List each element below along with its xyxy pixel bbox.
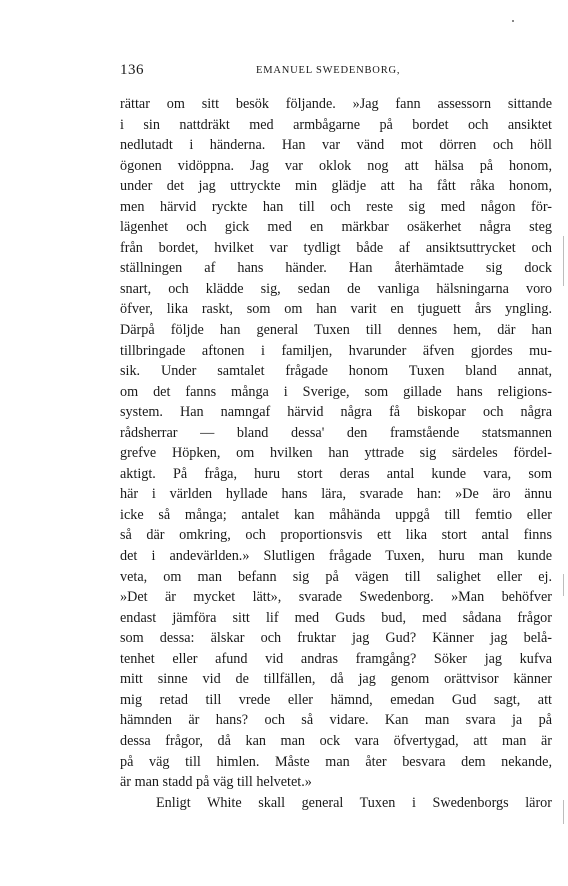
text-line: lägenhet och gick med en märkbar osäkerhet några steg	[120, 219, 552, 236]
text-line: det i andevärlden.» Slutligen frågade Tuxen, huru man kunde	[120, 548, 552, 565]
text-line: veta, om man befann sig på vägen till salighet eller ej.	[120, 568, 552, 585]
running-head: EMANUEL SWEDENBORG,	[256, 65, 401, 76]
text-line: i sin nattdräkt med armbågarne på bordet och ansiktet	[120, 116, 552, 133]
text-line: system. Han namngaf härvid några få biskopar och några	[120, 404, 552, 421]
text-line: Därpå följde han general Tuxen till dennes hem, där han	[120, 322, 552, 339]
text-line: mitt sinne vid de tillfällen, då jag genom orättvisor känner	[120, 671, 552, 688]
text-line: endast jämföra sitt lif med Guds bud, med sådana frågor	[120, 609, 552, 626]
text-line: ställningen af hans händer. Han återhämtade sig dock	[120, 260, 552, 277]
text-line: snart, och klädde sig, sedan de vanliga hälsningarna voro	[120, 280, 552, 297]
page-header	[116, 62, 552, 82]
page-speck	[512, 20, 514, 22]
margin-mark	[563, 800, 564, 824]
text-line: hämnden är hans? och så vidare. Kan man svara ja på	[120, 712, 552, 729]
text-line: rådsherrar — bland dessa' den framstående statsmannen	[120, 424, 552, 441]
text-line: aktigt. På fråga, huru stort deras antal kunde vara, som	[120, 465, 552, 482]
body-text	[120, 94, 552, 813]
text-line: grefve Höpken, om hvilken han yttrade sig särdeles fördel-	[120, 445, 552, 462]
margin-mark	[563, 236, 564, 262]
text-line: under det jag uttryckte min glädje att ha fått råka honom,	[120, 178, 552, 195]
text-line: »Det är mycket lätt», svarade Swedenborg. »Man behöfver	[120, 589, 552, 606]
text-line: sik. Under samtalet frågade honom Tuxen bland annat,	[120, 363, 552, 380]
text-line: icke så många; antalet kan måhända uppgå till femtio eller	[120, 506, 552, 523]
text-line: nedlutadt i händerna. Han var vänd mot dörren och höll	[120, 137, 552, 154]
text-line: mig retad till vrede eller hämnd, emedan Gud sagt, att	[120, 691, 552, 708]
margin-mark	[563, 262, 564, 286]
text-line: Enligt White skall general Tuxen i Swedenborgs läror	[156, 794, 552, 811]
text-line: rättar om sitt besök följande. »Jag fann assessorn sittande	[120, 96, 552, 112]
text-line: dessa frågor, då kan man ock vara öfvertygad, att man är	[120, 732, 552, 749]
text-line: ögonen vidöppna. Jag var oklok nog att hälsa på honom,	[120, 157, 552, 174]
text-line: som dessa: älskar och fruktar jag Gud? Känner jag belå-	[120, 630, 552, 647]
text-line: tillbringade aftonen i familjen, hvarunder äfven gjordes mu-	[120, 342, 552, 359]
text-line: men härvid ryckte han till och reste sig med någon för-	[120, 198, 552, 215]
text-line: så där omkring, och proportionsvis ett lika stort antal finns	[120, 527, 552, 544]
text-line: här i världen hyllade hans lära, svarade han: »De äro ännu	[120, 486, 552, 503]
text-line: på väg till himlen. Måste man åter besvara dem nekande,	[120, 753, 552, 770]
margin-mark	[563, 574, 564, 596]
text-line: tenhet eller afund vid andras framgång? Söker jag kufva	[120, 650, 552, 667]
text-line: om det fanns många i Sverige, som gillade hans religions-	[120, 383, 552, 400]
text-line: från bordet, hvilket var tydligt både af ansiktsuttrycket och	[120, 239, 552, 256]
text-line: är man stadd på väg till helvetet.»	[120, 774, 312, 791]
text-line: öfver, lika raskt, som om han varit en tjuguett års yngling.	[120, 301, 552, 318]
page-number: 136	[120, 62, 144, 78]
